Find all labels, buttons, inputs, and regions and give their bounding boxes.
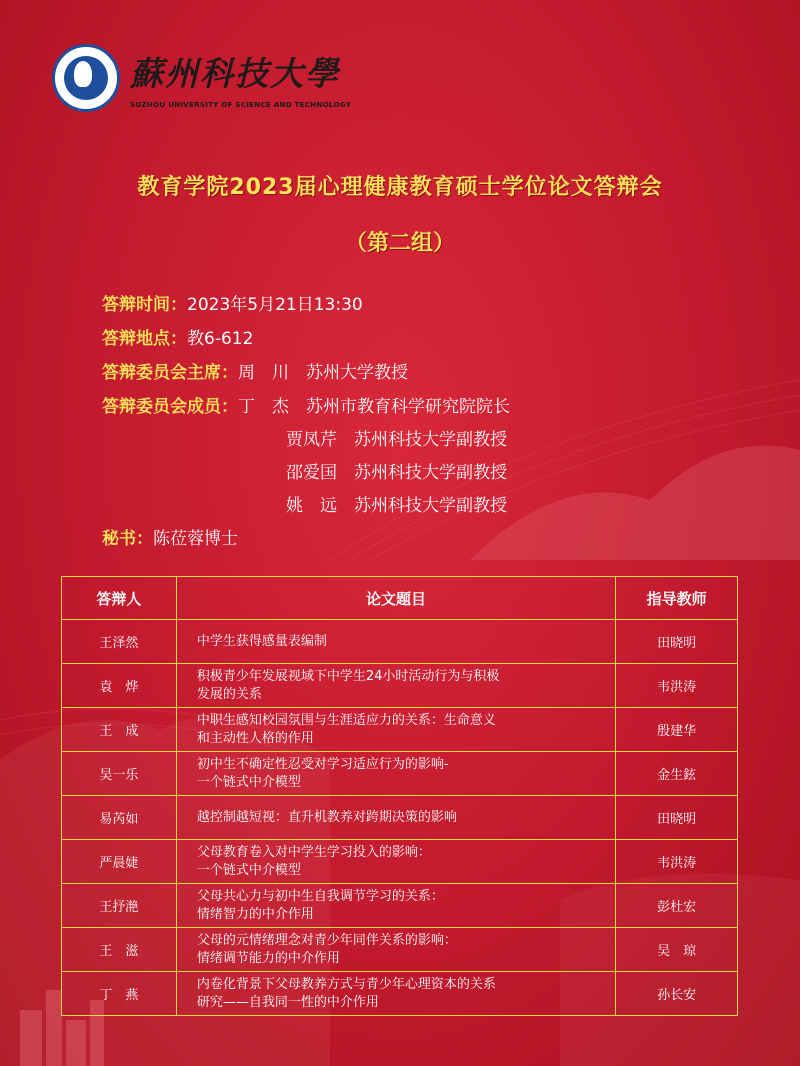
advisor-name: 田晓明 <box>616 620 738 664</box>
page-subtitle: （第二组） <box>344 231 455 256</box>
place-value: 教6-612 <box>187 329 254 349</box>
candidate-name: 王 滋 <box>62 928 177 972</box>
thesis-title <box>176 840 615 884</box>
thesis-title-line: 中学生获得感量表编制 <box>196 633 327 649</box>
thesis-title-line: 情绪调节能力的中介作用 <box>196 950 340 966</box>
advisor-name: 金生鉉 <box>616 752 738 796</box>
thesis-title-line: 一个链式中介模型 <box>196 862 301 878</box>
member-item: 邵爱国 苏州科技大学副教授 <box>286 463 507 483</box>
table-row <box>62 752 738 796</box>
thesis-title-line: 研究——自我同一性的中介作用 <box>196 994 379 1010</box>
header-advisor: 指导教师 <box>616 577 738 620</box>
member-item: 姚 远 苏州科技大学副教授 <box>286 496 507 516</box>
advisor-name: 彭杜宏 <box>616 884 738 928</box>
thesis-title-line: 发展的关系 <box>196 686 262 702</box>
candidate-name: 易芮如 <box>62 796 177 840</box>
thesis-title <box>176 928 615 972</box>
advisor-name: 殷建华 <box>616 708 738 752</box>
time-label: 答辩时间： <box>102 295 187 315</box>
thesis-title-line: 中职生感知校园氛围与生涯适应力的关系：生命意义 <box>196 712 496 728</box>
defense-schedule-table <box>61 576 738 1016</box>
advisor-name: 韦洪涛 <box>616 840 738 884</box>
thesis-title-line: 初中生不确定性忍受对学习适应行为的影响- <box>196 756 449 772</box>
university-emblem-icon <box>52 44 120 112</box>
candidate-name: 袁 烨 <box>62 664 177 708</box>
secretary-label: 秘书： <box>102 529 153 549</box>
table-row <box>62 972 738 1016</box>
secretary-value: 陈莅蓉博士 <box>153 529 238 549</box>
candidate-name: 王 成 <box>62 708 177 752</box>
member-item: 丁 杰 苏州市教育科学研究院院长 <box>238 397 510 417</box>
university-logo <box>52 42 352 118</box>
defense-time <box>102 294 363 316</box>
thesis-title <box>176 972 615 1016</box>
thesis-title <box>176 796 615 840</box>
advisor-name: 田晓明 <box>616 796 738 840</box>
table-row <box>62 928 738 972</box>
candidate-name: 王泽然 <box>62 620 177 664</box>
thesis-title <box>176 884 615 928</box>
table-header-row <box>62 577 738 620</box>
thesis-title <box>176 708 615 752</box>
university-name-cn: 蘇州科技大學 <box>130 54 340 93</box>
university-name-en: SUZHOU UNIVERSITY OF SCIENCE AND TECHNOLOGY <box>130 100 352 109</box>
candidate-name: 严晨婕 <box>62 840 177 884</box>
advisor-name: 韦洪涛 <box>616 664 738 708</box>
table-row <box>62 884 738 928</box>
header-candidate: 答辩人 <box>62 577 177 620</box>
table-row <box>62 664 738 708</box>
member-item: 贾凤芹 苏州科技大学副教授 <box>286 430 507 450</box>
thesis-title-line: 父母的元情绪理念对青少年同伴关系的影响： <box>196 932 457 948</box>
thesis-title-line: 父母共心力与初中生自我调节学习的关系： <box>196 888 444 904</box>
committee-members <box>102 396 510 418</box>
table-row <box>62 796 738 840</box>
committee-chair <box>102 362 408 384</box>
candidate-name: 丁 燕 <box>62 972 177 1016</box>
thesis-title <box>176 664 615 708</box>
thesis-title-line: 越控制越短视：直升机教养对跨期决策的影响 <box>196 809 457 825</box>
candidate-name: 王抒滟 <box>62 884 177 928</box>
thesis-title-line: 情绪智力的中介作用 <box>196 906 314 922</box>
thesis-title-line: 和主动性人格的作用 <box>196 730 314 746</box>
advisor-name: 吴 琼 <box>616 928 738 972</box>
page-title: 教育学院2023届心理健康教育硕士学位论文答辩会 <box>137 175 663 200</box>
chair-label: 答辩委员会主席： <box>102 363 238 383</box>
members-label: 答辩委员会成员： <box>102 397 238 417</box>
thesis-title-line: 父母教育卷入对中学生学习投入的影响： <box>196 844 431 860</box>
thesis-title <box>176 752 615 796</box>
chair-value: 周 川 苏州大学教授 <box>238 363 408 383</box>
thesis-title <box>176 620 615 664</box>
thesis-title-line: 一个链式中介模型 <box>196 774 301 790</box>
thesis-title-line: 内卷化背景下父母教养方式与青少年心理资本的关系 <box>196 976 496 992</box>
time-value: 2023年5月21日13:30 <box>187 295 363 315</box>
advisor-name: 孙长安 <box>616 972 738 1016</box>
thesis-title-line: 积极青少年发展视域下中学生24小时活动行为与积极 <box>196 668 500 684</box>
defense-place <box>102 328 253 350</box>
candidate-name: 吴一乐 <box>62 752 177 796</box>
table-row <box>62 840 738 884</box>
table-row <box>62 708 738 752</box>
table-row <box>62 620 738 664</box>
place-label: 答辩地点： <box>102 329 187 349</box>
secretary <box>102 528 238 550</box>
header-thesis-title: 论文题目 <box>176 577 615 620</box>
